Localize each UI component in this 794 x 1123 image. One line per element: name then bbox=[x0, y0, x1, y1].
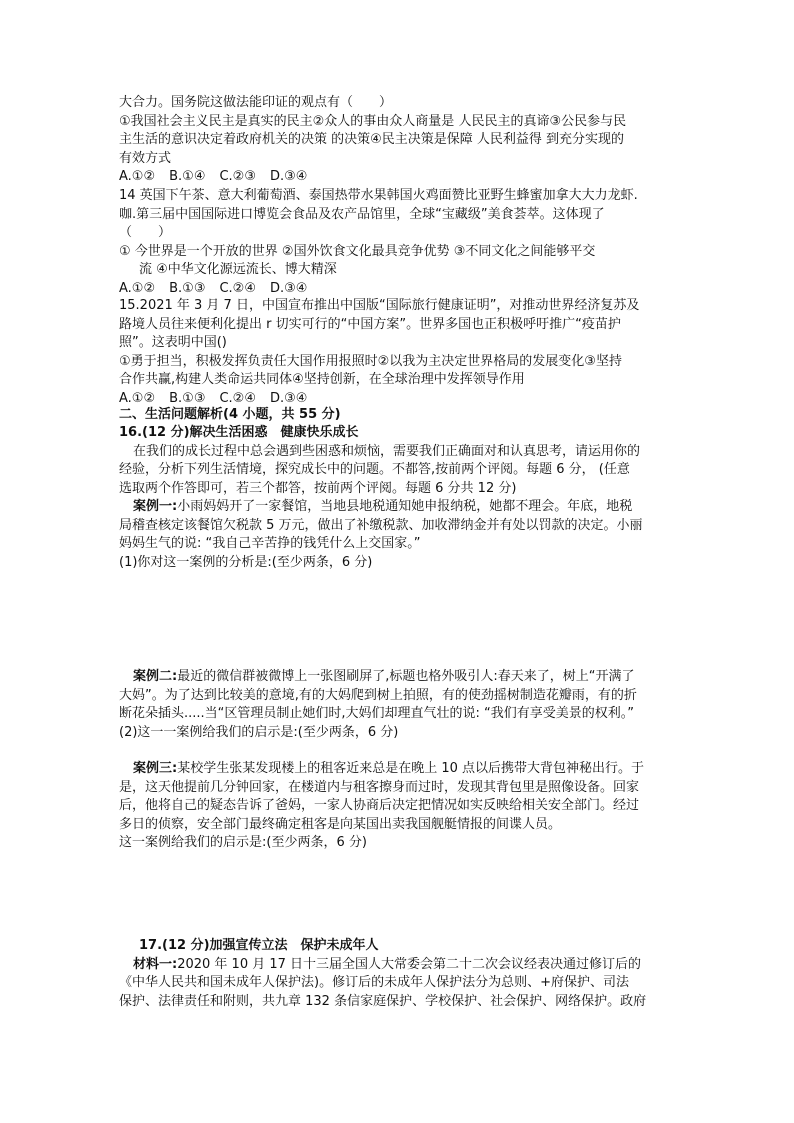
question-17 bbox=[119, 937, 679, 1011]
section-title: 二、生活问题解析(4 小题，共 55 分) bbox=[119, 407, 341, 422]
q14-line-4: ① 今世界是一个开放的世界 ②国外饮食文化最具竞争优势 ③不同文化之间能够平交 bbox=[119, 243, 596, 259]
question-16 bbox=[119, 424, 679, 572]
case-2-line-2: 大妈”。为了达到比较美的意境,有的大妈爬到树上拍照，有的使劲摇树制造花瓣雨，有的折 bbox=[119, 687, 637, 703]
case-2-question: (2)这一一案例给我们的启示是:(至少两条，6 分) bbox=[119, 724, 399, 740]
option-d: D.③④ bbox=[270, 169, 308, 184]
case-3-line-2: 是，这天他提前几分钟回家，在楼道内与租客擦身而过时，发现其背包里是照像设备。回家 bbox=[119, 779, 640, 795]
q14-line-2: 咖.第三届中国国际进口博览会食品及农产品馆里，全球“宝藏级”美食荟萃。这体现了 bbox=[119, 206, 605, 222]
case-1-line-1: 案例一:小雨妈妈开了一家餐馆，当地县地税通知她申报纳税，她都不理会。年底，地税 bbox=[133, 499, 633, 514]
q14-options bbox=[119, 280, 679, 299]
option-b: B.①③ bbox=[169, 280, 206, 296]
option-c: C.②③ bbox=[219, 169, 256, 184]
case-2-line-1: 案例二:最近的微信群被微博上一张图刷屏了,标题也格外吸引人:春天来了，树上“开满了 bbox=[133, 669, 635, 684]
section-heading bbox=[119, 406, 679, 425]
case-3-question: 这一案例给我们的启示是:(至少两条，6 分) bbox=[119, 835, 367, 850]
question-15 bbox=[119, 297, 679, 408]
material-1-line-2: 《中华人民共和国未成年人保护法)。修订后的未成年人保护法分为总则、+府保护、司法 bbox=[119, 975, 629, 990]
case-3-label: 案例三: bbox=[133, 761, 178, 776]
q15-line-2: 路境人员往来便利化提出 r 切实可行的“中国方案”。世界多国也正积极呼吁推广“疫苗护 bbox=[119, 316, 621, 332]
q15-line-4: ①勇于担当，积极发挥负责任大国作用报照时②以我为主决定世界格局的发展变化③坚持 bbox=[119, 353, 622, 369]
case-3 bbox=[119, 760, 679, 853]
case-1-line-2: 局稽查核定该餐馆欠税款 5 万元，做出了补缴税款、加收滞纳金并有处以罚款的决定。小丽 bbox=[119, 517, 643, 533]
q17-heading: 17.(12 分)加强宣传立法 保护未成年人 bbox=[139, 938, 379, 953]
q13-line-3: 主生活的意识决定着政府机关的决策 的决策④民主决策是保障 人民利益得 到充分实现的 bbox=[119, 132, 625, 147]
material-1-line-3: 保护、法律责任和附则，共九章 132 条信家庭保护、学校保护、社会保护、网络保护。政府 bbox=[119, 993, 647, 1009]
q16-intro-1: 在我们的成长过程中总会遇到些困惑和烦恼，需要我们正确面对和认真思考，请运用你的 bbox=[133, 443, 641, 459]
case-3-line-1: 案例三:某校学生张某发现楼上的租客近来总是在晚上 10 点以后携带大背包神秘出行。于 bbox=[133, 761, 645, 776]
option-a: A.①② bbox=[119, 169, 156, 184]
option-b: B.①④ bbox=[169, 169, 206, 184]
q15-line-5: 合作共赢,构建人类命运共同体④坚持创新，在全球治理中发挥领导作用 bbox=[119, 372, 525, 387]
question-13 bbox=[119, 94, 679, 187]
q14-line-3: （ ） bbox=[119, 225, 172, 240]
case-3-line-3: 后，他将自己的疑态告诉了爸妈，一家人协商后决定把情况如实反映给相关安全部门。经过 bbox=[119, 798, 640, 813]
q13-line-2: ①我国社会主义民主是真实的民主②众人的事由众人商量是 人民民主的真谛③公民参与民 bbox=[119, 113, 627, 129]
case-3-line-4: 多日的侦察，安全部门最终确定租客是向某国出卖我国舰艇情报的间谍人员。 bbox=[119, 816, 562, 832]
material-1-line-1: 材料一:2020 年 10 月 17 日十三届全国人大常委会第二十二次会议经表决通过修订后的 bbox=[133, 956, 642, 972]
q16-heading: 16.(12 分)解决生活困惑 健康快乐成长 bbox=[119, 425, 359, 440]
option-a: A.①② bbox=[119, 390, 156, 406]
q14-line-5: 流 ④中华文化源远流长、博大精深 bbox=[139, 262, 337, 277]
q15-line-1: 15.2021 年 3 月 7 日，中国宣布推出中国版“国际旅行健康证明”，对推动世界经济复苏及 bbox=[119, 298, 640, 313]
option-c: C.②④ bbox=[219, 280, 256, 296]
q13-line-4: 有效方式 bbox=[119, 150, 172, 166]
case-2-label: 案例二: bbox=[133, 669, 178, 684]
q16-intro-3: 选取两个作答即可，若三个都答，按前两个评阅。每题 6 分共 12 分) bbox=[119, 480, 517, 496]
option-c: C.②④ bbox=[219, 390, 256, 406]
material-1-label: 材料一: bbox=[133, 956, 178, 972]
case-1-line-3: 妈妈生气的说: “我自己辛苦挣的钱凭什么上交国家。” bbox=[119, 536, 421, 551]
q15-line-3: 照”。这表明中国() bbox=[119, 335, 227, 350]
q14-line-1: 14 英国下午茶、意大利葡萄酒、泰国热带水果韩国火鸡面赞比亚野生蜂蜜加拿大大力龙虾. bbox=[119, 188, 638, 203]
case-1-label: 案例一: bbox=[133, 499, 178, 514]
option-d: D.③④ bbox=[270, 280, 308, 296]
case-2-line-3: 断花朵插头.....当“区管理员制止她们时,大妈们却理直气壮的说: “我们有享受美景的权利。” bbox=[119, 706, 635, 721]
option-d: D.③④ bbox=[270, 390, 308, 406]
case-2 bbox=[119, 668, 679, 742]
option-a: A.①② bbox=[119, 280, 156, 296]
question-14 bbox=[119, 187, 679, 298]
q16-intro-2: 经验，分析下列生活情境，探究成长中的问题。不都答,按前两个评阅。每题 6 分， (任意 bbox=[119, 462, 630, 477]
q13-options bbox=[119, 168, 679, 187]
case-1-question: (1)你对这一案例的分析是:(至少两条，6 分) bbox=[119, 554, 373, 570]
option-b: B.①③ bbox=[169, 390, 206, 406]
q13-line-1: 大合力。国务院这做法能印证的观点有（ ） bbox=[119, 95, 393, 110]
